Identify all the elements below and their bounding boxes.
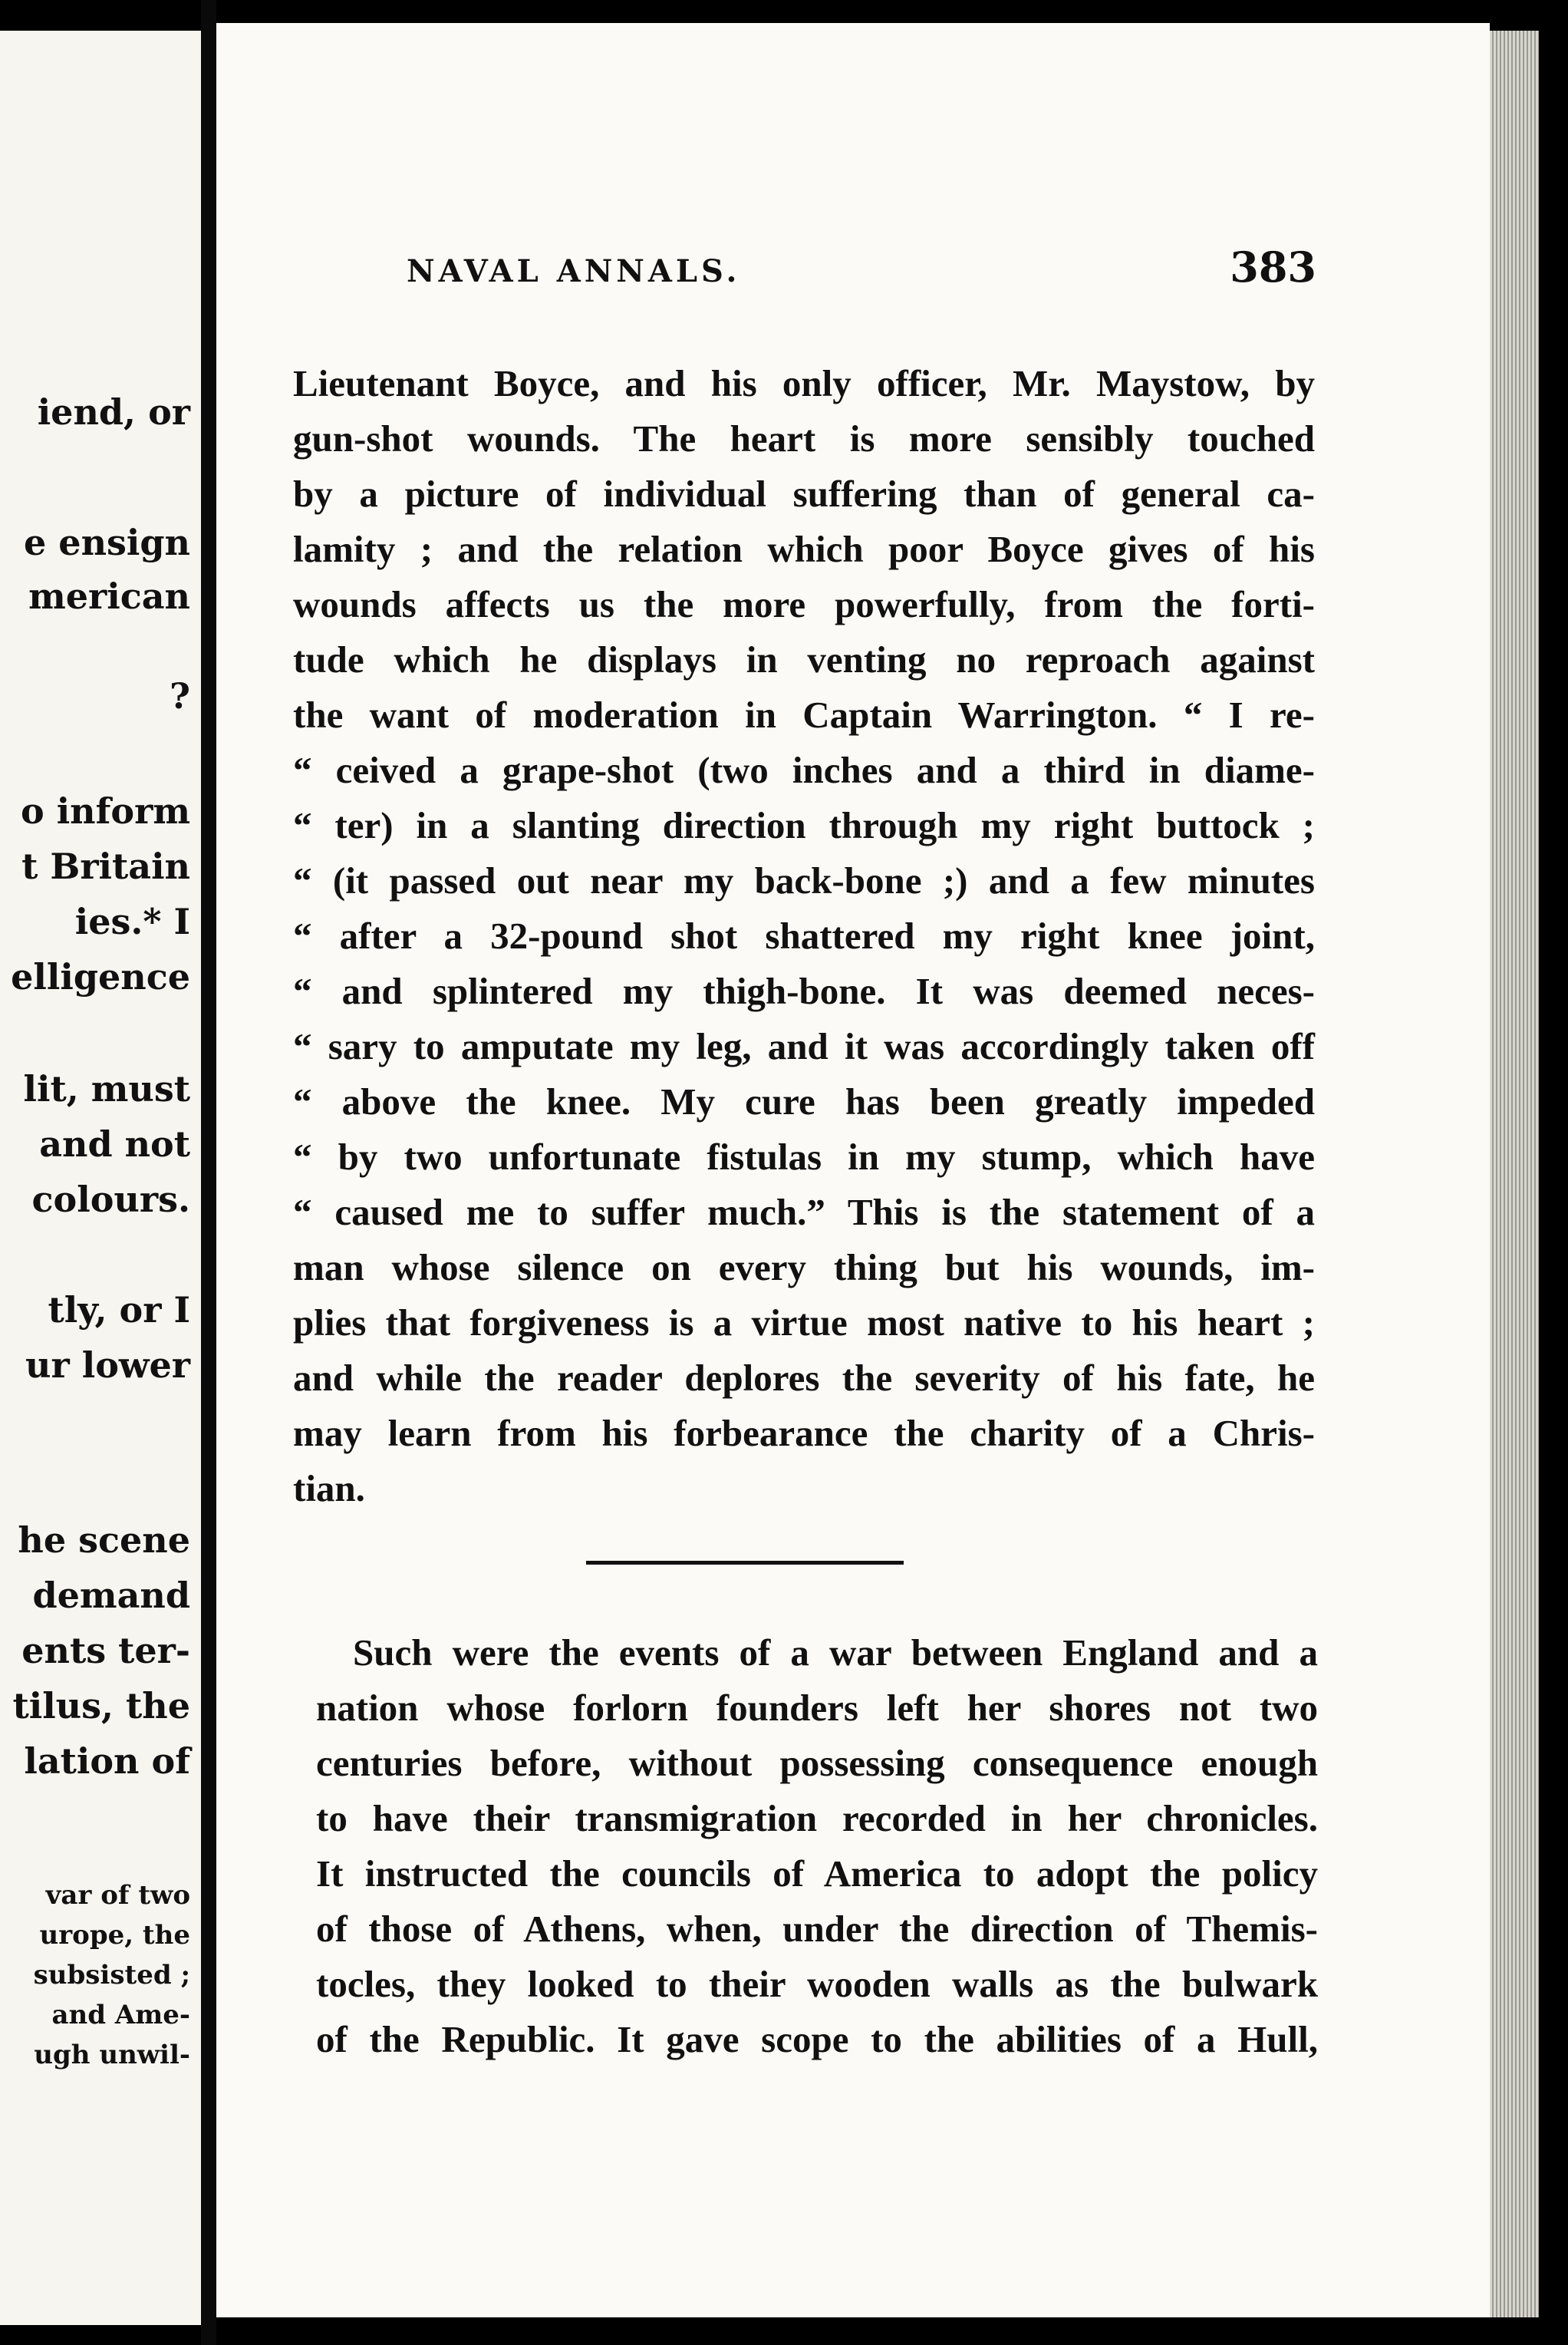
body-text-line: centuries before, without possessing consequence enough [316, 1742, 1318, 1784]
book-gutter [201, 0, 216, 2345]
body-text-line: It instructed the councils of America to adopt the policy [316, 1852, 1318, 1895]
left-page-line: iend, or [37, 391, 190, 433]
body-text-line: “ sary to amputate my leg, and it was accordingly taken off [293, 1025, 1315, 1067]
running-head: NAVAL ANNALS. [407, 253, 741, 289]
left-page-line: tilus, the [12, 1685, 190, 1727]
body-text-line: “ caused me to suffer much.” This is the statement of a [293, 1191, 1315, 1233]
body-text-line: to have their transmigration recorded in her chronicles. [316, 1797, 1318, 1839]
left-facing-page [0, 31, 209, 2325]
body-text-line: lamity ; and the relation which poor Boyce gives of his [293, 528, 1315, 570]
left-page-line: ? [170, 675, 190, 717]
left-page-line: and Ame- [51, 2000, 190, 2030]
left-page-line: elligence [11, 956, 190, 998]
left-page-line: and not [39, 1123, 190, 1165]
body-text-line: “ ceived a grape-shot (two inches and a third in diame- [293, 749, 1315, 791]
section-divider [586, 1561, 904, 1565]
left-page-line: e ensign [24, 522, 190, 563]
body-text-line: “ by two unfortunate fistulas in my stump, which have [293, 1136, 1315, 1178]
body-text-line: Lieutenant Boyce, and his only officer, Mr. Maystow, by [293, 362, 1315, 404]
page-number: 383 [1230, 242, 1316, 292]
left-page-line: demand [32, 1575, 190, 1616]
body-text-line: wounds affects us the more powerfully, from the forti- [293, 583, 1315, 625]
left-page-line: merican [28, 576, 190, 617]
body-text-line: gun-shot wounds. The heart is more sensibly touched [293, 417, 1315, 460]
body-text-line: “ after a 32-pound shot shattered my right knee joint, [293, 915, 1315, 957]
body-text-line: may learn from his forbearance the charity of a Chris- [293, 1412, 1315, 1454]
left-page-line: lation of [24, 1740, 190, 1782]
body-text-line: tude which he displays in venting no reproach against [293, 638, 1315, 681]
page-fore-edge [1490, 31, 1539, 2317]
left-page-line: subsisted ; [33, 1960, 190, 1990]
left-page-line: lit, must [23, 1068, 190, 1110]
left-page-line: ents ter- [21, 1630, 190, 1671]
body-text-line: of the Republic. It gave scope to the abilities of a Hull, [316, 2018, 1318, 2060]
body-text-line: “ and splintered my thigh-bone. It was deemed neces- [293, 970, 1315, 1012]
body-text-line: “ ter) in a slanting direction through my right buttock ; [293, 804, 1315, 846]
scan-border [1539, 0, 1568, 2345]
body-text-line: by a picture of individual suffering than of general ca- [293, 473, 1315, 515]
body-text-line: the want of moderation in Captain Warrington. “ I re- [293, 694, 1315, 736]
left-page-line: ugh unwil- [34, 2040, 190, 2070]
left-page-line: ies.* I [74, 901, 190, 942]
body-text-line: of those of Athens, when, under the direction of Themis- [316, 1908, 1318, 1950]
left-page-line: colours. [31, 1179, 190, 1220]
left-page-line: o inform [21, 790, 190, 832]
body-text-line: plies that forgiveness is a virtue most native to his heart ; [293, 1301, 1315, 1344]
body-text-line: “ (it passed out near my back-bone ;) and a few minutes [293, 859, 1315, 902]
left-page-line: he scene [18, 1519, 190, 1561]
left-page-line: ur lower [25, 1344, 190, 1386]
body-text-line: tocles, they looked to their wooden walls as the bulwark [316, 1963, 1318, 2005]
left-page-line: urope, the [39, 1920, 190, 1951]
left-page-line: tly, or I [48, 1289, 190, 1331]
left-page-line: var of two [45, 1880, 190, 1911]
body-text-line: Such were the events of a war between England and a [353, 1631, 1318, 1674]
body-text-line: man whose silence on every thing but his wounds, im- [293, 1246, 1315, 1288]
body-text-line: nation whose forlorn founders left her shores not two [316, 1687, 1318, 1729]
left-page-line: t Britain [21, 846, 190, 887]
body-text-line: “ above the knee. My cure has been greatly impeded [293, 1080, 1315, 1123]
body-text-line: and while the reader deplores the severity of his fate, he [293, 1357, 1315, 1399]
body-text-line: tian. [293, 1467, 365, 1509]
